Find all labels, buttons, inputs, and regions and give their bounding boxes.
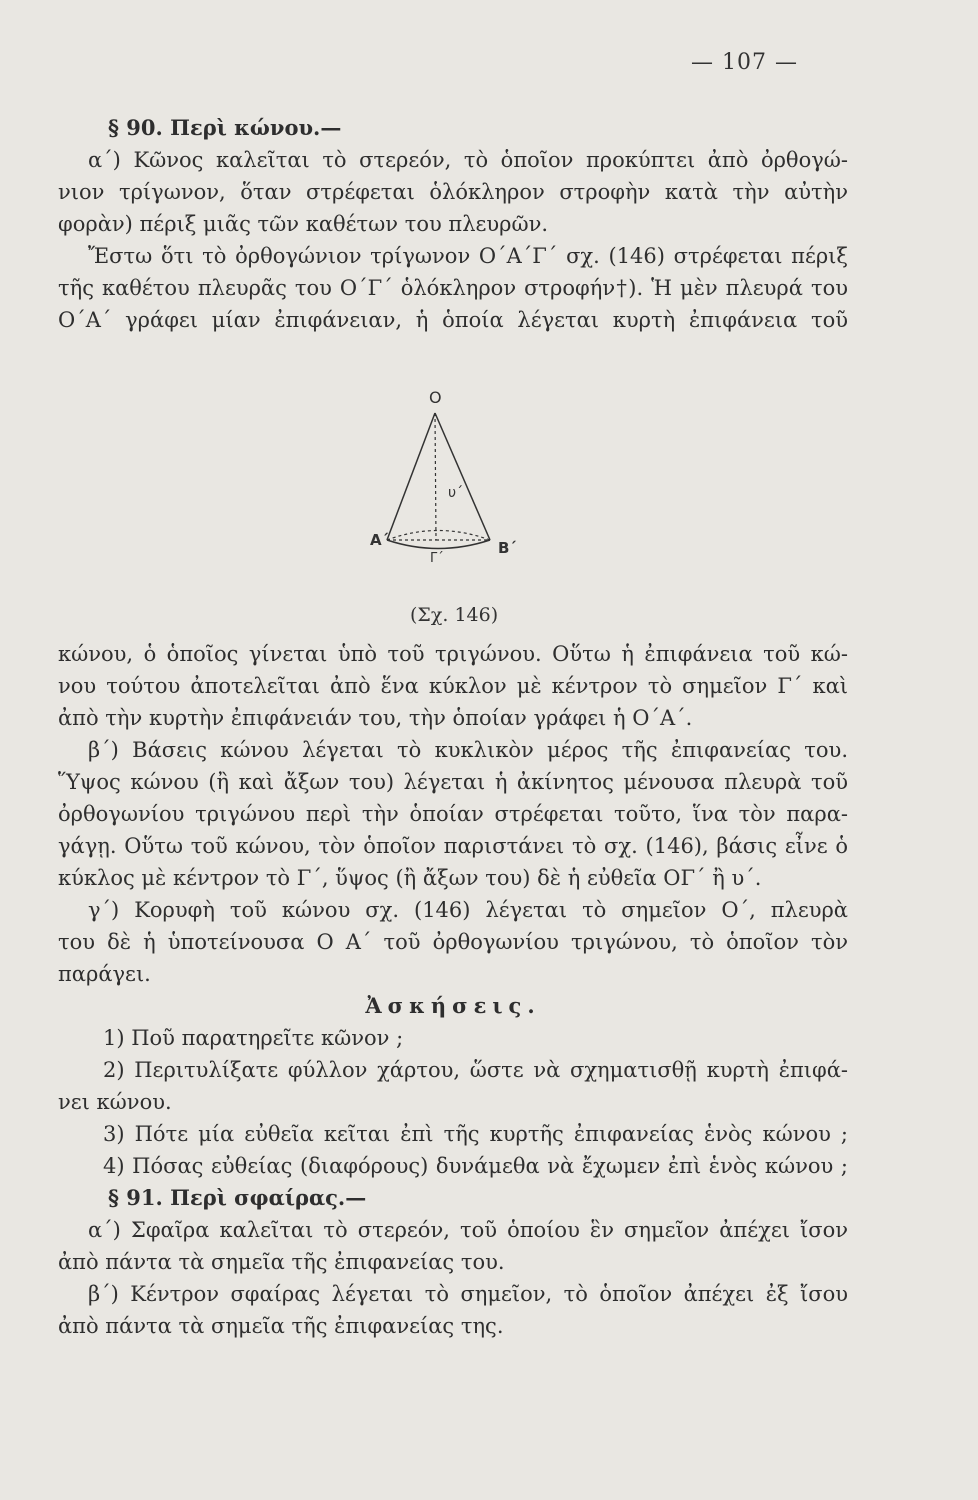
exercise-item: 2) Περιτυλίξατε φύλλον χάρτου, ὥστε νὰ σχηματισθῇ κυρτὴ ἐπιφά- xyxy=(103,1058,848,1082)
label-center: Γ΄ xyxy=(430,551,444,566)
text-line: α΄) Κῶνος καλεῖται τὸ στερεόν, τὸ ὁποῖον προκύπτει ἀπὸ ὀρθογώ- xyxy=(88,148,848,172)
section-91 xyxy=(58,1182,848,1342)
label-height: υ΄ xyxy=(448,485,464,501)
text-line: νιον τρίγωνον, ὅταν στρέφεται ὁλόκληρον στροφὴν κατὰ τὴν αὐτὴν xyxy=(58,180,848,204)
text-line: β΄) Κέντρον σφαίρας λέγεται τὸ σημεῖον, τὸ ὁποῖον ἀπέχει ἐξ ἴσου xyxy=(88,1282,848,1306)
exercise-item: 1) Ποῦ παρατηρεῖτε κῶνον ; xyxy=(103,1026,404,1050)
label-apex: O xyxy=(429,388,442,407)
text-line: γ΄) Κορυφὴ τοῦ κώνου σχ. (146) λέγεται τὸ σημεῖον Ο΄, πλευρὰ xyxy=(88,898,848,922)
text-line: φορὰν) πέριξ μιᾶς τῶν καθέτων του πλευρῶν. xyxy=(58,212,549,236)
text-line: β΄) Βάσεις κώνου λέγεται τὸ κυκλικὸν μέρος τῆς ἐπιφανείας του. xyxy=(88,738,848,762)
section-91-heading: § 91. Περὶ σφαίρας.— xyxy=(108,1185,367,1210)
exercise-item: 3) Πότε μία εὐθεῖα κεῖται ἐπὶ τῆς κυρτῆς ἐπιφανείας ἑνὸς κώνου ; xyxy=(103,1122,848,1146)
text-line: ἀπὸ πάντα τὰ σημεῖα τῆς ἐπιφανείας της. xyxy=(58,1314,504,1338)
cone-diagram xyxy=(370,385,530,580)
exercises-block xyxy=(58,990,848,1182)
text-line: Ο΄Α΄ γράφει μίαν ἐπιφάνειαν, ἡ ὁποία λέγεται κυρτὴ ἐπιφάνεια τοῦ xyxy=(58,308,848,332)
exercises-heading: Ἀσκήσεις. xyxy=(365,993,541,1018)
text-line: κώνου, ὁ ὁποῖος γίνεται ὑπὸ τοῦ τριγώνου. Οὕτω ἡ ἐπιφάνεια τοῦ κώ- xyxy=(58,642,848,666)
text-line: α΄) Σφαῖρα καλεῖται τὸ στερεόν, τοῦ ὁποίου ἓν σημεῖον ἀπέχει ἴσον xyxy=(88,1218,848,1242)
label-left: Α΄ xyxy=(370,531,389,549)
text-line: κύκλος μὲ κέντρον τὸ Γ΄, ὕψος (ἢ ἄξων του) δὲ ἡ εὐθεῖα ΟΓ΄ ἢ υ΄. xyxy=(58,866,762,890)
text-line: Ὕψος κώνου (ἢ καὶ ἄξων του) λέγεται ἡ ἀκίνητος μένουσα πλευρὰ τοῦ xyxy=(58,770,848,794)
text-line: Ἔστω ὅτι τὸ ὀρθογώνιον τρίγωνον Ο΄Α΄Γ΄ σχ. (146) στρέφεται πέριξ xyxy=(88,244,848,268)
text-line: του δὲ ἡ ὑποτείνουσα Ο Α΄ τοῦ ὀρθογωνίου τριγώνου, τὸ ὁποῖον τὸν xyxy=(58,930,848,954)
section-90-top xyxy=(58,112,848,336)
text-line: παράγει. xyxy=(58,962,151,986)
text-line: γάγῃ. Οὕτω τοῦ κώνου, τὸν ὁποῖον παριστάνει τὸ σχ. (146), βάσις εἶνε ὁ xyxy=(58,834,848,858)
text-line: ἀπὸ τὴν κυρτὴν ἐπιφάνειάν του, τὴν ὁποίαν γράφει ἡ Ο΄Α΄. xyxy=(58,706,693,730)
page-number: — 107 — xyxy=(691,50,798,75)
text-line: νου τούτου ἀποτελεῖται ἀπὸ ἕνα κύκλον μὲ κέντρον τὸ σημεῖον Γ΄ καὶ xyxy=(58,674,848,698)
cone-figure xyxy=(370,385,530,580)
figure-caption: (Σχ. 146) xyxy=(410,604,499,626)
text-line: ὀρθογωνίου τριγώνου περὶ τὴν ὁποίαν στρέφεται τοῦτο, ἵνα τὸν παρα- xyxy=(58,802,848,826)
exercise-item: 4) Πόσας εὐθείας (διαφόρους) δυνάμεθα νὰ ἔχωμεν ἐπὶ ἑνὸς κώνου ; xyxy=(103,1154,848,1178)
text-line: τῆς καθέτου πλευρᾶς του Ο΄Γ΄ ὁλόκληρον στροφήν†). Ἡ μὲν πλευρά του xyxy=(58,276,848,300)
exercise-item: νει κώνου. xyxy=(58,1090,172,1114)
text-line: ἀπὸ πάντα τὰ σημεῖα τῆς ἐπιφανείας του. xyxy=(58,1250,505,1274)
section-90-mid xyxy=(58,638,848,990)
label-right: Β΄ xyxy=(498,539,517,557)
section-90-heading: § 90. Περὶ κώνου.— xyxy=(108,115,342,140)
